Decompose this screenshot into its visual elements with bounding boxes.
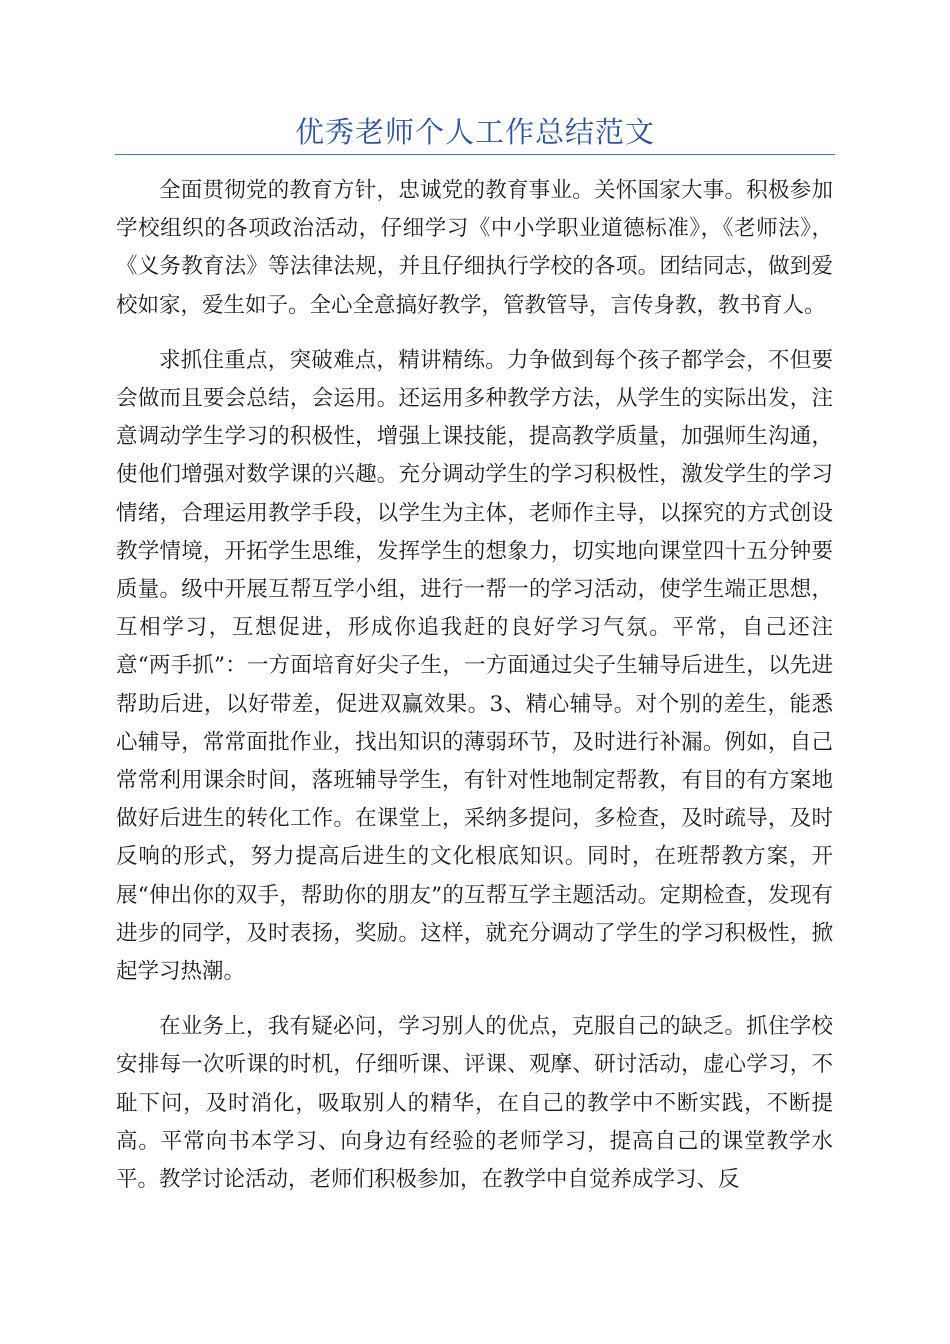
paragraph-1: 全面贯彻党的教育方针，忠诚党的教育事业。关怀国家大事。积极参加学校组织的各项政治活动，仔细学习《中小学职业道德标准》，《老师法》，《义务教育法》等法律法规，并且仔细执行学校的各项。团结同志，做到爱校如家，爱生如子。全心全意搞好教学，管教管导，言传身教，教书育人。 <box>116 178 833 318</box>
paragraph-2: 求抓住重点，突破难点，精讲精练。力争做到每个孩子都学会，不但要会做而且要会总结，会运用。还运用多种教学方法，从学生的实际出发，注意调动学生学习的积极性，增强上课技能，提高教学质量，加强师生沟通，使他们增强对数学课的兴趣。充分调动学生的学习积极性，激发学生的学习情绪，合理运用教学手段，以学生为主体，老师作主导，以探究的方式创设教学情境，开拓学生思维，发挥学生的想象力，切实地向课堂四十五分钟要质量。级中开展互帮互学小组，进行一帮一的学习活动，使学生端正思想，互相学习，互想促进，形成你追我赶的良好学习气氛。平常，自己还注意“两手抓”：一方面培育好尖子生，一方面通过尖子生辅导后进生，以先进帮助后进，以好带差，促进双赢效果。3、精心辅导。对个别的差生，能悉心辅导，常常面批作业，找出知识的薄弱环节，及时进行补漏。例如，自己常常利用课余时间，落班辅导学生，有针对性地制定帮教，有目的有方案地做好后进生的转化工作。在课堂上，采纳多提问，多检查，及时疏导，及时反响的形式，努力提高后进生的文化根底知识。同时，在班帮教方案，开展“伸出你的双手，帮助你的朋友”的互帮互学主题活动。定期检查，发现有进步的同学，及时表扬，奖励。这样，就充分调动了学生的学习积极性，掀起学习热潮。 <box>116 347 833 985</box>
document-body <box>116 172 833 1216</box>
paragraph-3: 在业务上，我有疑必问，学习别人的优点，克服自己的缺乏。抓住学校安排每一次听课的时机，仔细听课、评课、观摩、研讨活动，虚心学习，不耻下问，及时消化，吸取别人的精华，在自己的教学中不断实践，不断提高。平常向书本学习、向身边有经验的老师学习，提高自己的课堂教学水平。教学讨论活动，老师们积极参加，在教学中自觉养成学习、反 <box>116 1014 833 1193</box>
document-title: 优秀老师个人工作总结范文 <box>294 115 655 149</box>
title-underline <box>115 154 835 155</box>
